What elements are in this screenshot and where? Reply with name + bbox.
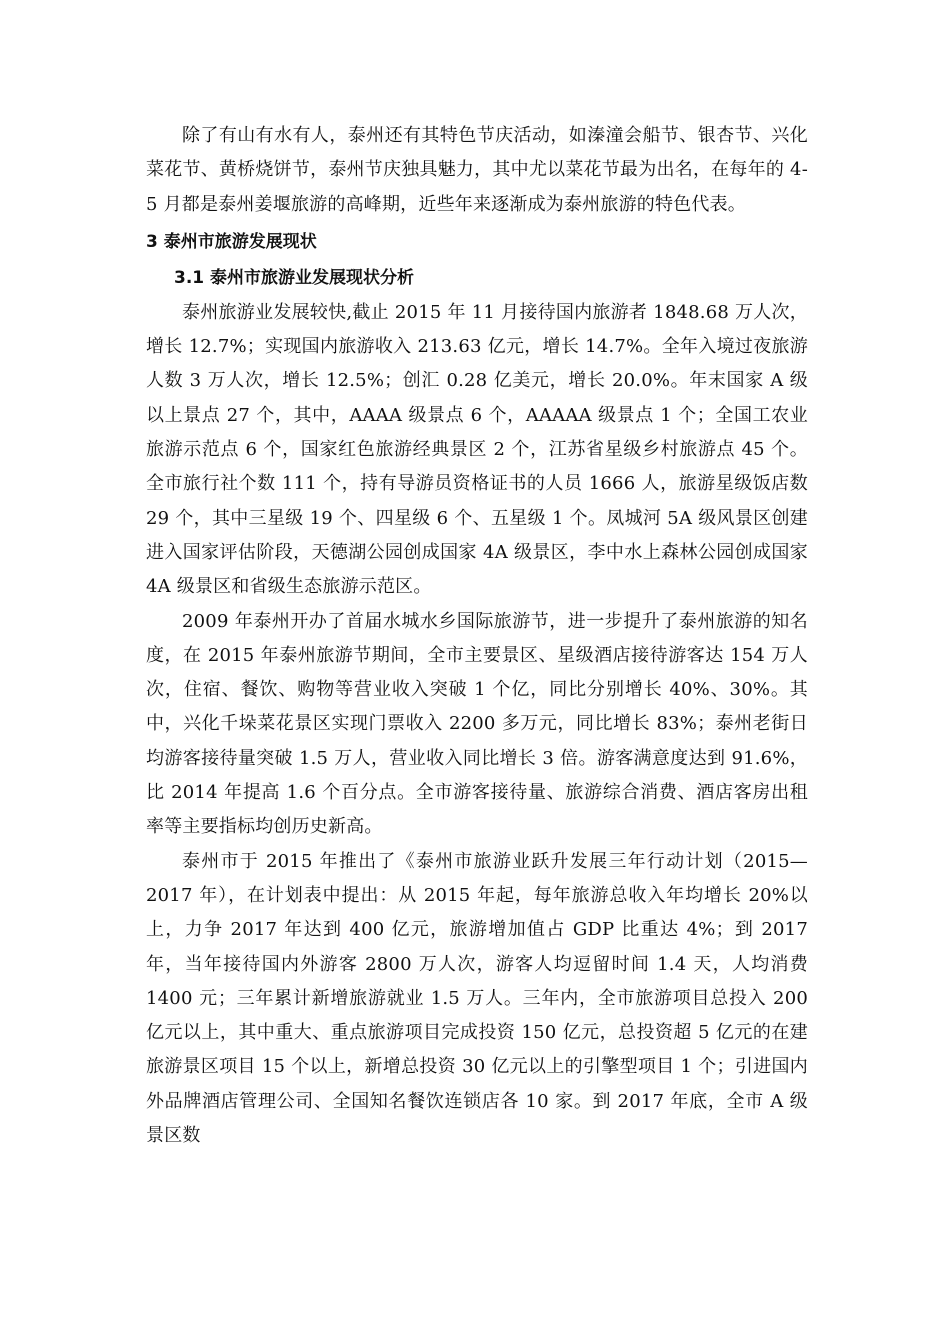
- paragraph-tourism-statistics: 泰州旅游业发展较快,截止 2015 年 11 月接待国内旅游者 1848.68 万人次，增长 12.7%；实现国内旅游收入 213.63 亿元，增长 14.7%。全年入境过夜旅游人数 3 万人次，增长 12.5%；创汇 0.28 亿美元，增长 20.0%。年末国家 A 级以上景点 27 个，其中，AAAA 级景点 6 个，AAAAA 级景点 1 个；全国工农业旅游示范点 6 个，国家红色旅游经典景区 2 个，江苏省星级乡村旅游点 45 个。全市旅行社个数 111 个，持有导游员资格证书的人员 1666 人，旅游星级饭店数 29 个，其中三星级 19 个、四星级 6 个、五星级 1 个。凤城河 5A 级风景区创建进入国家评估阶段，天德湖公园创成国家 4A 级景区，李中水上森林公园创成国家 4A 级景区和省级生态旅游示范区。: [146, 301, 808, 598]
- paragraph-tourism-festival: 2009 年泰州开办了首届水城水乡国际旅游节，进一步提升了泰州旅游的知名度，在 2015 年泰州旅游节期间，全市主要景区、星级酒店接待游客达 154 万人次，住宿、餐饮、购物等营业收入突破 1 个亿，同比分别增长 40%、30%。其中，兴化千垛菜花景区实现门票收入 2200 多万元，同比增长 83%；泰州老街日均游客接待量突破 1.5 万人，营业收入同比增长 3 倍。游客满意度达到 91.6%，比 2014 年提高 1.6 个百分点。全市游客接待量、旅游综合消费、酒店客房出租率等主要指标均创历史新高。: [146, 610, 808, 838]
- subsection-heading: 3.1 泰州市旅游业发展现状分析: [174, 267, 415, 288]
- document-body: [146, 119, 808, 1153]
- section-heading: 3 泰州市旅游发展现状: [146, 231, 317, 252]
- paragraph-action-plan: 泰州市于 2015 年推出了《泰州市旅游业跃升发展三年行动计划（2015—2017 年），在计划表中提出：从 2015 年起，每年旅游总收入年均增长 20%以上，力争 2017 年达到 400 亿元，旅游增加值占 GDP 比重达 4%；到 2017 年，当年接待国内外游客 2800 万人次，游客人均逗留时间 1.4 天，人均消费 1400 元；三年累计新增旅游就业 1.5 万人。三年内，全市旅游项目总投入 200 亿元以上，其中重大、重点旅游项目完成投资 150 亿元，总投资超 5 亿元的在建旅游景区项目 15 个以上，新增总投资 30 亿元以上的引擎型项目 1 个；引进国内外品牌酒店管理公司、全国知名餐饮连锁店各 10 家。到 2017 年底，全市 A 级景区数: [146, 850, 808, 1147]
- paragraph-festivals: 除了有山有水有人，泰州还有其特色节庆活动，如溱潼会船节、银杏节、兴化菜花节、黄桥烧饼节，泰州节庆独具魅力，其中尤以菜花节最为出名，在每年的 4-5 月都是泰州姜堰旅游的高峰期，近些年来逐渐成为泰州旅游的特色代表。: [146, 125, 808, 215]
